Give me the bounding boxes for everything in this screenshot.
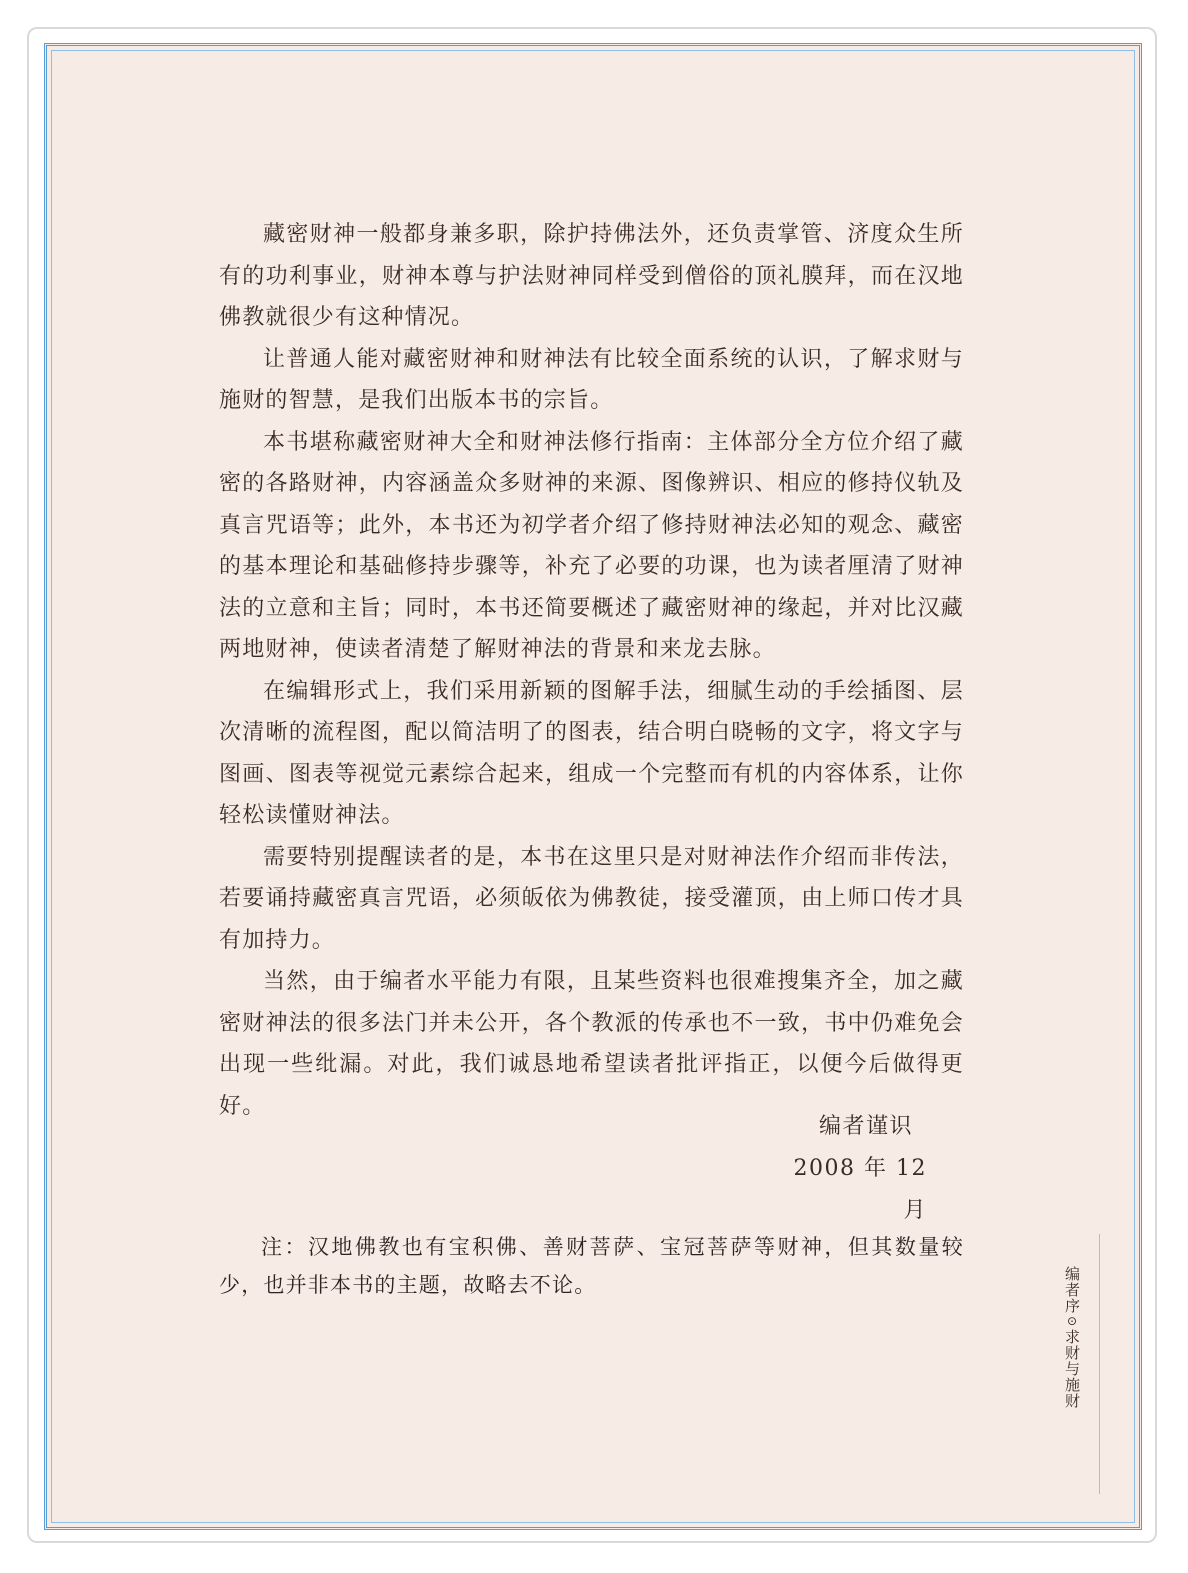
running-header-separator: ⊙ xyxy=(1065,1314,1079,1329)
paragraph-1: 藏密财神一般都身兼多职，除护持佛法外，还负责掌管、济度众生所有的功利事业，财神本尊与护法财神同样受到僧俗的顶礼膜拜，而在汉地佛教就很少有这种情况。 xyxy=(219,222,964,330)
preface-body xyxy=(219,214,964,1127)
footnote: 注：汉地佛教也有宝积佛、善财菩萨、宝冠菩萨等财神，但其数量较少，也并非本书的主题，故略去不论。 xyxy=(219,1235,964,1297)
running-header-book: 求财与施财 xyxy=(1063,1329,1081,1409)
running-header-rule xyxy=(1099,1234,1100,1494)
paragraph-6: 当然，由于编者水平能力有限，且某些资料也很难搜集齐全，加之藏密财神法的很多法门并未公开，各个教派的传承也不一致，书中仍难免会出现一些纰漏。对此，我们诚恳地希望读者批评指正，以便今后做得更好。 xyxy=(219,969,964,1119)
signature-date: 2008 年 12 月 xyxy=(793,1156,927,1223)
page-frame xyxy=(44,43,1142,1530)
paragraph-3: 本书堪称藏密财神大全和财神法修行指南：主体部分全方位介绍了藏密的各路财神，内容涵盖众多财神的来源、图像辨识、相应的修持仪轨及真言咒语等；此外，本书还为初学者介绍了修持财神法必知的观念、藏密的基本理论和基础修持步骤等，补充了必要的功课，也为读者厘清了财神法的立意和主旨；同时，本书还简要概述了藏密财神的缘起，并对比汉藏两地财神，使读者清楚了解财神法的背景和来龙去脉。 xyxy=(219,429,964,662)
running-header xyxy=(1055,1266,1083,1409)
running-header-section: 编者序 xyxy=(1063,1266,1081,1314)
paragraph-2: 让普通人能对藏密财神和财神法有比较全面系统的认识，了解求财与施财的智慧，是我们出版本书的宗旨。 xyxy=(219,346,964,413)
paragraph-4: 在编辑形式上，我们采用新颖的图解手法，细腻生动的手绘插图、层次清晰的流程图，配以简洁明了的图表，结合明白晓畅的文字，将文字与图画、图表等视觉元素综合起来，组成一个完整而有机的内容体系，让你轻松读懂财神法。 xyxy=(219,678,964,828)
signature-author: 编者谨识 xyxy=(818,1114,913,1139)
paragraph-5: 需要特别提醒读者的是，本书在这里只是对财神法作介绍而非传法，若要诵持藏密真言咒语，必须皈依为佛教徒，接受灌顶，由上师口传才具有加持力。 xyxy=(219,844,964,953)
signature-block xyxy=(767,1106,927,1232)
